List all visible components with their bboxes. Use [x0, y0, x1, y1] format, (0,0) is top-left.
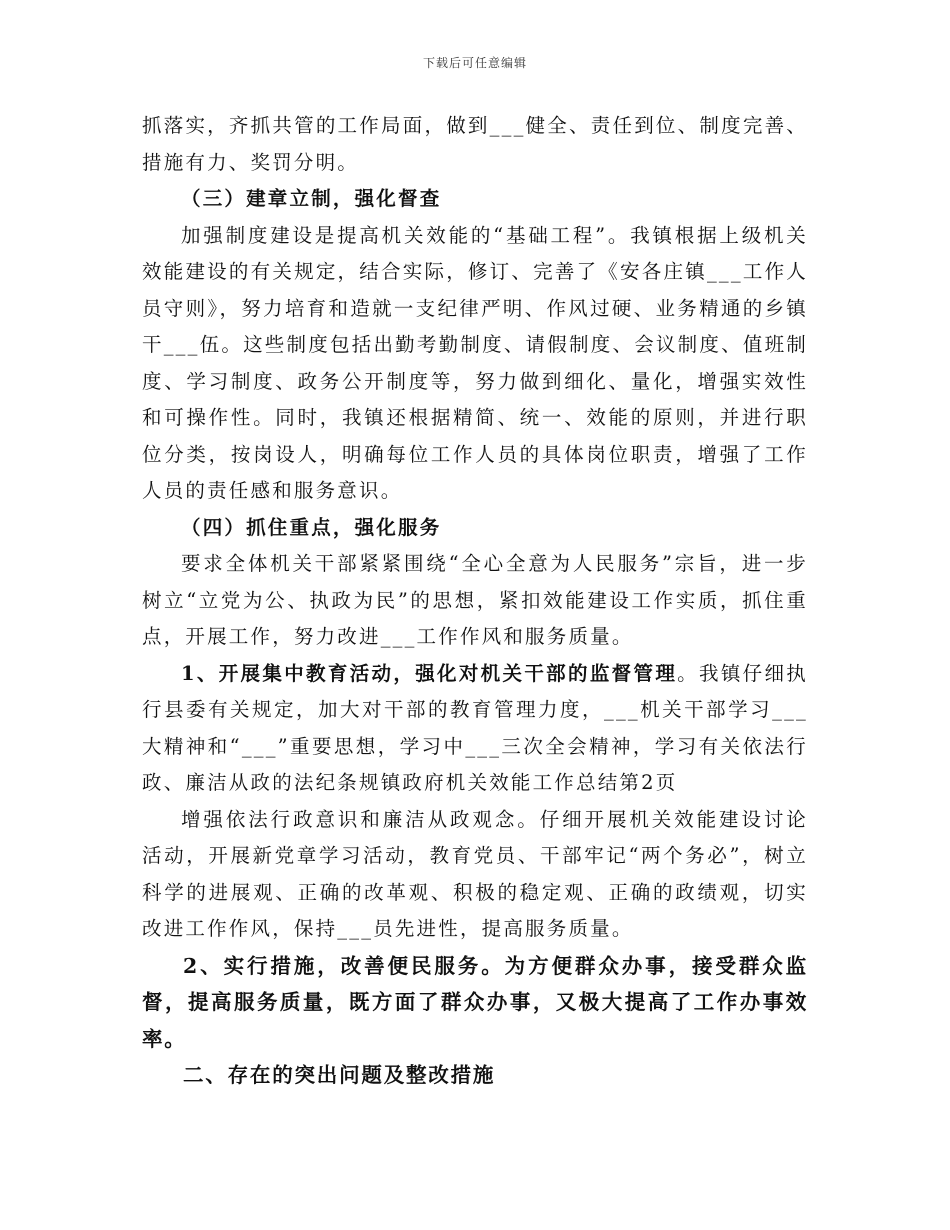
section-heading-3: （三）建章立制，强化督查	[181, 187, 442, 210]
paragraph-2: 加强制度建设是提高机关效能的“基础工程”。我镇根据上级机关效能建设的有关规定，结合实际，修订、完善了《安各庄镇___工作人员守则》，努力培育和造就一支纪律严明、作风过硬、业务精通的乡镇干___伍。这些制度包括出勤考勤制度、请假制度、会议制度、值班制度、学习制度、政务公开制度等，努力做到细化、量化，增强实效性和可操作性。同时，我镇还根据精简、统一、效能的原则，并进行职位分类，按岗设人，明确每位工作人员的具体岗位职责，增强了工作人员的责任感和服务意识。	[142, 223, 808, 502]
paragraph-6: 2、实行措施，改善便民服务。为方便群众办事，接受群众监督，提高服务质量，既方面了群众办事，又极大提高了工作办事效率。	[142, 953, 808, 1051]
paragraph-3: 要求全体机关干部紧紧围绕“全心全意为人民服务”宗旨，进一步树立“立党为公、执政为民”的思想，紧扣效能建设工作实质，抓住重点，开展工作，努力改进___工作作风和服务质量。	[142, 552, 808, 648]
paragraph-5: 增强依法行政意识和廉洁从政观念。仔细开展机关效能建设讨论活动，开展新党章学习活动，教育党员、干部牢记“两个务必”，树立科学的进展观、正确的改革观、积极的稳定观、正确的政绩观，切实改进工作作风，保持___员先进性，提高服务质量。	[142, 807, 808, 940]
document-body	[142, 108, 808, 1094]
page-header: 下载后可任意编辑	[422, 56, 527, 70]
paragraph-4	[142, 656, 808, 802]
section-heading-4: （四）抓住重点，强化服务	[181, 515, 442, 539]
paragraph-1: 抓落实，齐抓共管的工作局面，做到___健全、责任到位、制度完善、措施有力、奖罚分明。	[142, 114, 808, 174]
paragraph-4-lead: 1、开展集中教育活动，强化对机关干部的监督管理	[181, 661, 678, 685]
section-heading-2: 二、存在的突出问题及整改措施	[183, 1063, 496, 1087]
paragraph-4-rest: 。我镇仔细执行县委有关规定，加大对干部的教育管理力度，___机关干部学习___大精神和“___”重要思想，学习中___三次全会精神，学习有关依法行政、廉洁从政的法纪条规镇政府机关效能工作总结第2页	[142, 661, 809, 794]
